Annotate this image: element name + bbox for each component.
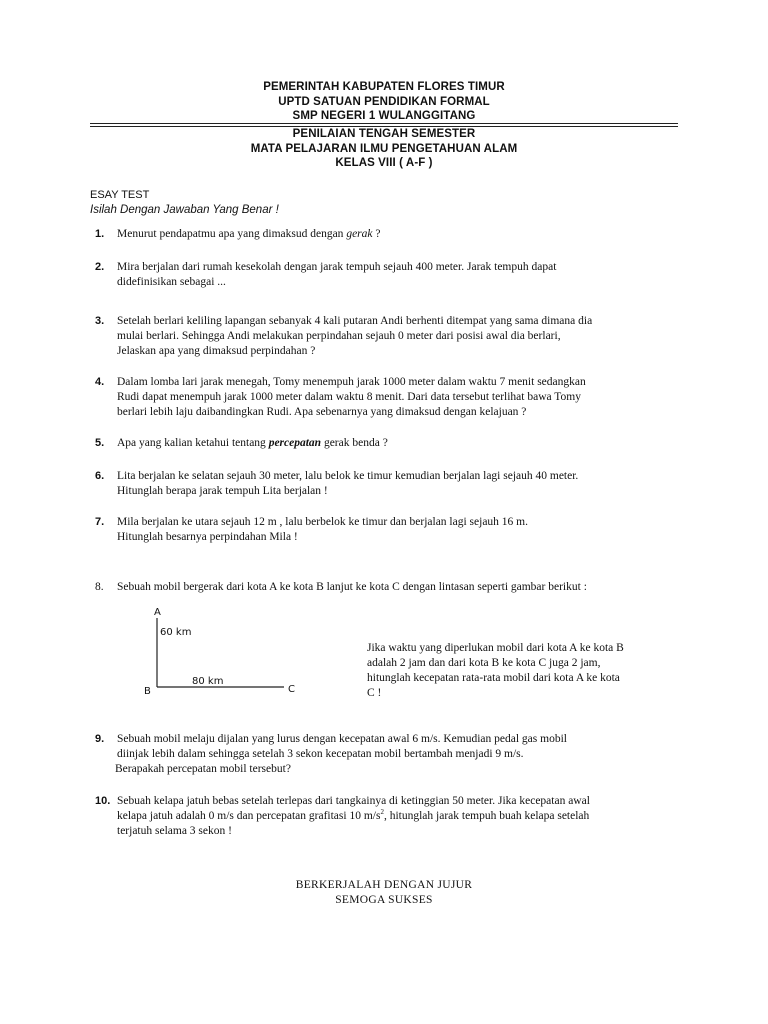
question-line: Mila berjalan ke utara sejauh 12 m , lalu berbelok ke timur dan berjalan lagi sejauh 16 m. <box>117 516 528 528</box>
header-unit: UPTD SATUAN PENDIDIKAN FORMAL <box>278 95 490 108</box>
instruction-text: Isilah Dengan Jawaban Yang Benar ! <box>90 204 279 216</box>
document-header <box>0 80 768 124</box>
exam-header <box>0 127 768 171</box>
question-number: 10. <box>95 795 111 807</box>
question-line: Hitunglah besarnya perpindahan Mila ! <box>117 531 298 543</box>
question-number: 4. <box>95 376 105 388</box>
question-number: 8. <box>95 581 104 593</box>
header-divider-top <box>90 123 678 124</box>
point-a-label: A <box>154 607 161 618</box>
exam-title: PENILAIAN TENGAH SEMESTER <box>292 128 476 140</box>
question-line: Mira berjalan dari rumah kesekolah dengan jarak tempuh sejauh 400 meter. Jarak tempuh dapat <box>117 261 557 273</box>
question-keyword: percepatan <box>268 437 322 449</box>
route-diagram <box>140 605 310 700</box>
question-line: didefinisikan sebagai ... <box>117 276 226 288</box>
question-line: Sebuah kelapa jatuh bebas setelah terlepas dari tangkainya di ketinggian 50 meter. Jika kecepatan awal <box>117 795 590 807</box>
question-number: 5. <box>95 437 105 449</box>
question-line: mulai berlari. Sehingga Andi melakukan perpindahan sejauh 0 meter dari posisi awal dia berlari, <box>117 330 561 342</box>
question-line: Hitunglah berapa jarak tempuh Lita berjalan ! <box>117 485 328 497</box>
closing-message: BERKERJALAH DENGAN JUJUR <box>295 879 473 891</box>
question-line: Dalam lomba lari jarak menegah, Tomy menempuh jarak 1000 meter dalam waktu 7 menit sedangkan <box>117 376 586 388</box>
question-8-details <box>367 641 697 701</box>
question-text-end: gerak benda ? <box>321 437 388 449</box>
question-line: diinjak lebih dalam sehingga setelah 3 sekon kecepatan mobil bertambah menjadi 9 m/s. <box>117 748 524 760</box>
header-government: PEMERINTAH KABUPATEN FLORES TIMUR <box>263 81 505 93</box>
closing-wish: SEMOGA SUKSES <box>335 894 433 906</box>
exam-subject: MATA PELAJARAN ILMU PENGETAHUAN ALAM <box>250 142 518 155</box>
question-text: Menurut pendapatmu apa yang dimaksud dengan <box>117 228 347 240</box>
question-text-end: ? <box>372 228 381 240</box>
question-number: 1. <box>95 228 105 240</box>
question-keyword: gerak <box>346 228 373 240</box>
point-b-label: B <box>144 686 151 697</box>
question-line: Rudi dapat menempuh jarak 1000 meter dalam waktu 8 menit. Dari data tersebut terlihat bawa Tomy <box>117 391 581 403</box>
question-number: 7. <box>95 516 105 528</box>
question-number: 2. <box>95 261 105 273</box>
exponent: 2 <box>380 808 384 817</box>
point-c-label: C <box>288 684 295 695</box>
question-line: berlari lebih laju daibandingkan Rudi. Apa sebenarnya yang dimaksud dengan kelajuan ? <box>117 406 527 418</box>
horizontal-distance-label: 80 km <box>192 676 224 687</box>
question-line-end: , hitunglah jarak tempuh buah kelapa setelah <box>383 810 590 822</box>
question-line: terjatuh selama 3 sekon ! <box>117 825 232 837</box>
question-text: Apa yang kalian ketahui tentang <box>117 437 269 449</box>
question-line: Setelah berlari keliling lapangan sebanyak 4 kali putaran Andi berhenti ditempat yang sama dimana dia <box>117 315 593 327</box>
question-line: Jika waktu yang diperlukan mobil dari kota A ke kota B <box>367 642 624 654</box>
question-number: 6. <box>95 470 105 482</box>
question-number: 9. <box>95 733 105 745</box>
question-line: Sebuah mobil bergerak dari kota A ke kota B lanjut ke kota C dengan lintasan seperti gambar berikut : <box>117 581 587 593</box>
question-line: C ! <box>367 687 382 699</box>
question-number: 3. <box>95 315 105 327</box>
question-line: Berapakah percepatan mobil tersebut? <box>115 763 291 775</box>
question-line: Sebuah mobil melaju dijalan yang lurus dengan kecepatan awal 6 m/s. Kemudian pedal gas mobil <box>117 733 567 745</box>
section-title: ESAY TEST <box>90 189 150 201</box>
question-line: hitunglah kecepatan rata-rata mobil dari kota A ke kota <box>367 672 620 684</box>
question-line: kelapa jatuh adalah 0 m/s dan percepatan grafitasi 10 m/s <box>117 810 381 822</box>
question-line: adalah 2 jam dan dari kota B ke kota C juga 2 jam, <box>367 657 601 669</box>
question-line: Jelaskan apa yang dimaksud perpindahan ? <box>117 345 316 357</box>
exam-class: KELAS VIII ( A-F ) <box>335 157 433 169</box>
header-school: SMP NEGERI 1 WULANGGITANG <box>292 110 476 122</box>
question-line: Lita berjalan ke selatan sejauh 30 meter, lalu belok ke timur kemudian berjalan lagi sejauh 40 meter. <box>117 470 579 482</box>
vertical-distance-label: 60 km <box>160 627 192 638</box>
